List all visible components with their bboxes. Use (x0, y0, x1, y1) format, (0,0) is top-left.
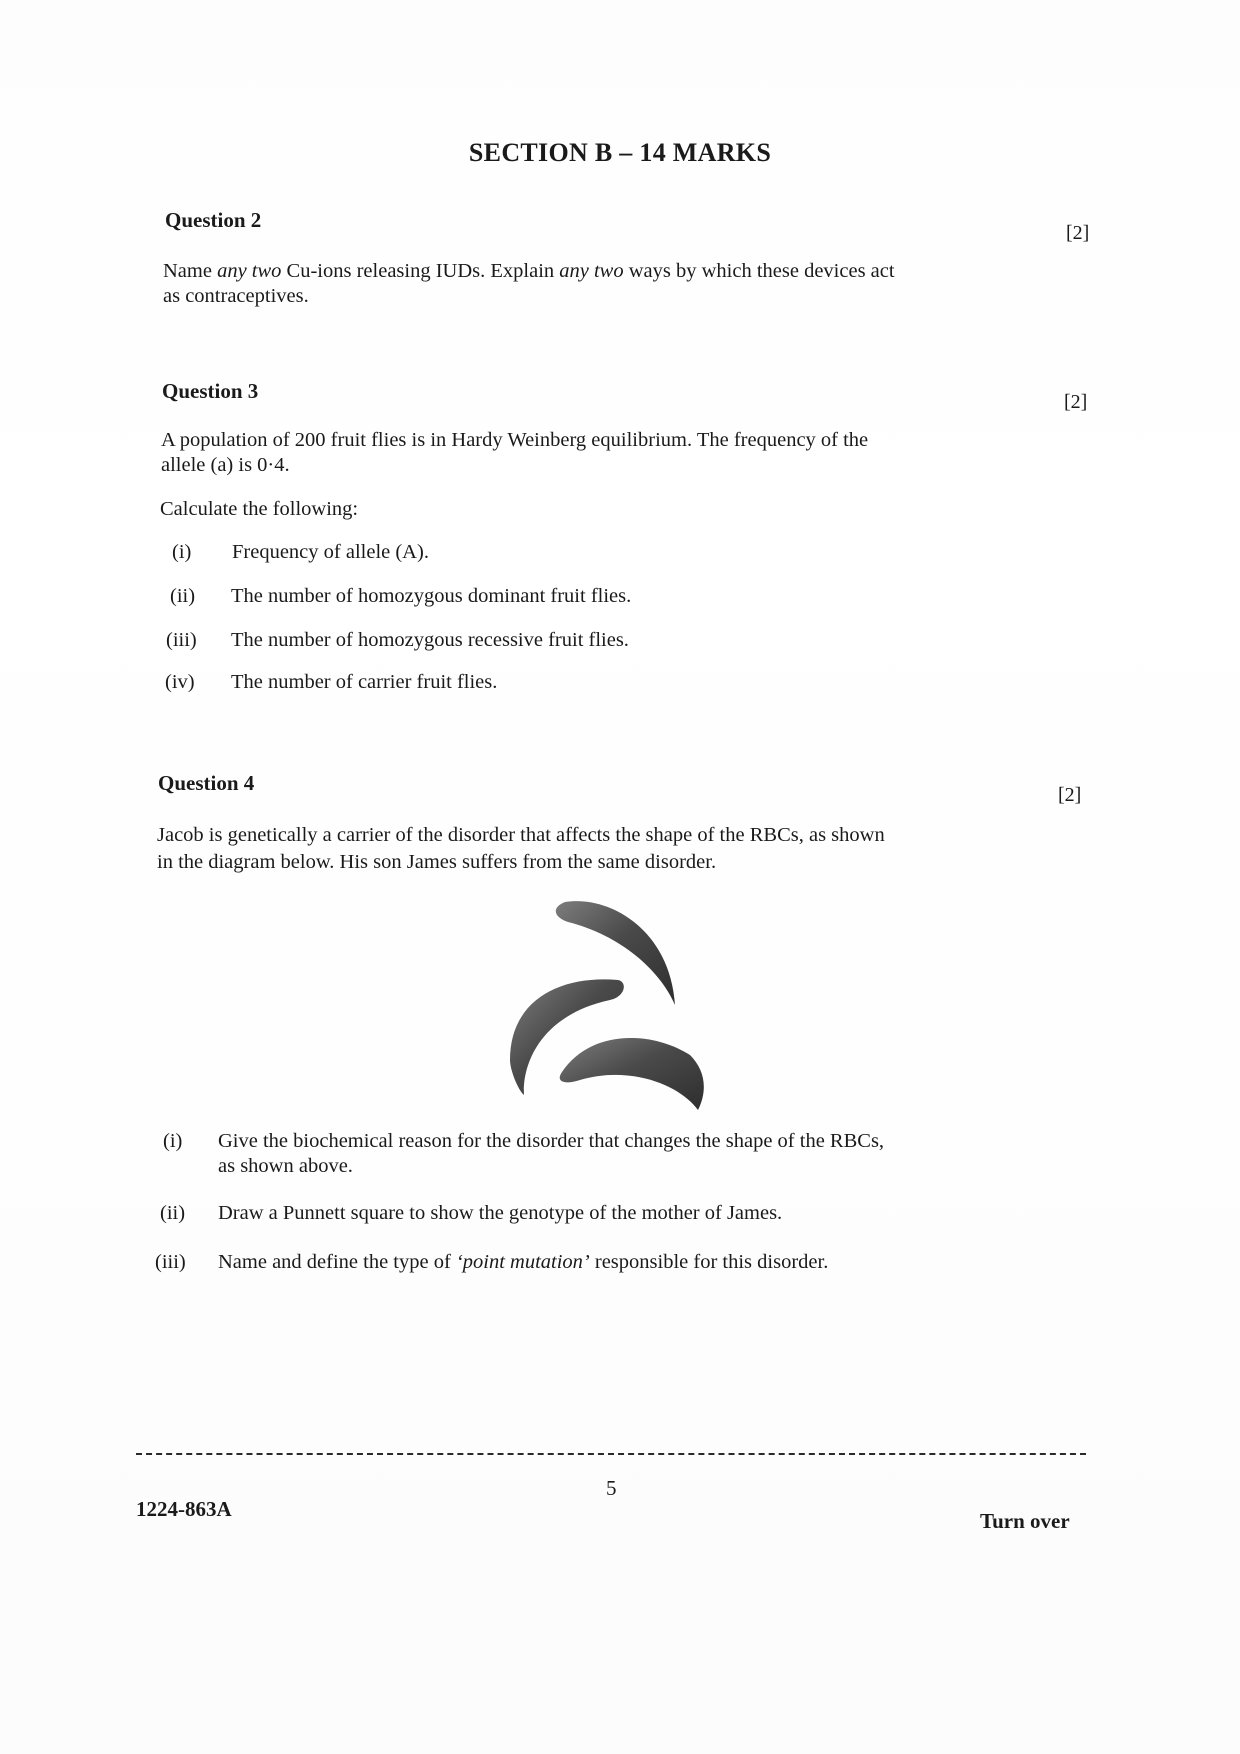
q4-item-i (163, 1129, 1063, 1183)
sickle-cell-diagram (500, 890, 730, 1130)
paper-code: 1224-863A (136, 1497, 232, 1521)
q3-item-i-text: Frequency of allele (A). (232, 541, 429, 563)
q3-item-iii-number: (iii) (166, 629, 197, 651)
q4-item-iii (155, 1250, 1055, 1276)
q4-item-i-line-2: as shown above. (218, 1155, 353, 1177)
question-3-marks: [2] (1064, 391, 1088, 413)
question-4-text-line-1: Jacob is genetically a carrier of the disorder that affects the shape of the RBCs, as shown (157, 824, 885, 846)
q4-item-i-number: (i) (163, 1130, 183, 1152)
q3-item-i-number: (i) (172, 541, 192, 563)
q4-item-iii-text-a: Name and define the type of (218, 1251, 456, 1273)
q4-item-ii-line-1: Draw a Punnett square to show the genotype of the mother of James. (218, 1202, 783, 1224)
question-2-text-line-2: as contraceptives. (163, 285, 309, 307)
q3-item-ii (170, 584, 870, 610)
q2-text-e: ways by which these devices act (623, 260, 895, 282)
q4-item-iii-number: (iii) (155, 1251, 186, 1273)
q2-emphasis-1: any two (217, 260, 282, 282)
q4-item-iii-line-1 (218, 1250, 828, 1275)
turn-over-label: Turn over (980, 1509, 1070, 1533)
q3-item-iii-text: The number of homozygous recessive fruit flies. (231, 629, 629, 651)
q2-text-a: Name (163, 260, 218, 282)
q3-item-iv (165, 670, 865, 696)
question-4-marks: [2] (1058, 784, 1082, 806)
q3-item-i (172, 540, 772, 566)
q2-text-c: Cu-ions releasing IUDs. Explain (281, 260, 560, 282)
q3-item-iv-number: (iv) (165, 671, 195, 693)
question-2-text-line-1 (163, 259, 895, 284)
question-3-text-line-1: A population of 200 fruit flies is in Hardy Weinberg equilibrium. The frequency of the (161, 429, 869, 451)
q4-item-iii-emphasis: ‘point mutation’ (455, 1251, 590, 1273)
q4-item-i-line-1: Give the biochemical reason for the disorder that changes the shape of the RBCs, (218, 1130, 885, 1152)
q4-item-iii-text-c: responsible for this disorder. (589, 1251, 829, 1273)
q3-item-ii-number: (ii) (170, 585, 196, 607)
question-3-text-line-2: allele (a) is 0·4. (161, 454, 290, 476)
question-4-text-line-2: in the diagram below. His son James suffers from the same disorder. (157, 851, 717, 873)
question-3-instruction: Calculate the following: (160, 498, 359, 520)
question-3-heading: Question 3 (162, 379, 259, 403)
q3-item-iii (166, 628, 866, 654)
q2-emphasis-2: any two (559, 260, 624, 282)
q3-item-iv-text: The number of carrier fruit flies. (231, 671, 498, 693)
footer-divider (136, 1453, 1086, 1455)
section-title: SECTION B – 14 MARKS (468, 138, 772, 167)
page-number: 5 (606, 1476, 617, 1500)
sickle-cell-bottom (560, 1038, 704, 1110)
q3-item-ii-text: The number of homozygous dominant fruit flies. (231, 585, 632, 607)
question-2-marks: [2] (1066, 222, 1090, 244)
question-4-heading: Question 4 (158, 771, 255, 795)
question-2-heading: Question 2 (165, 208, 262, 232)
q4-item-ii-number: (ii) (160, 1202, 186, 1224)
q4-item-ii (160, 1201, 1060, 1227)
